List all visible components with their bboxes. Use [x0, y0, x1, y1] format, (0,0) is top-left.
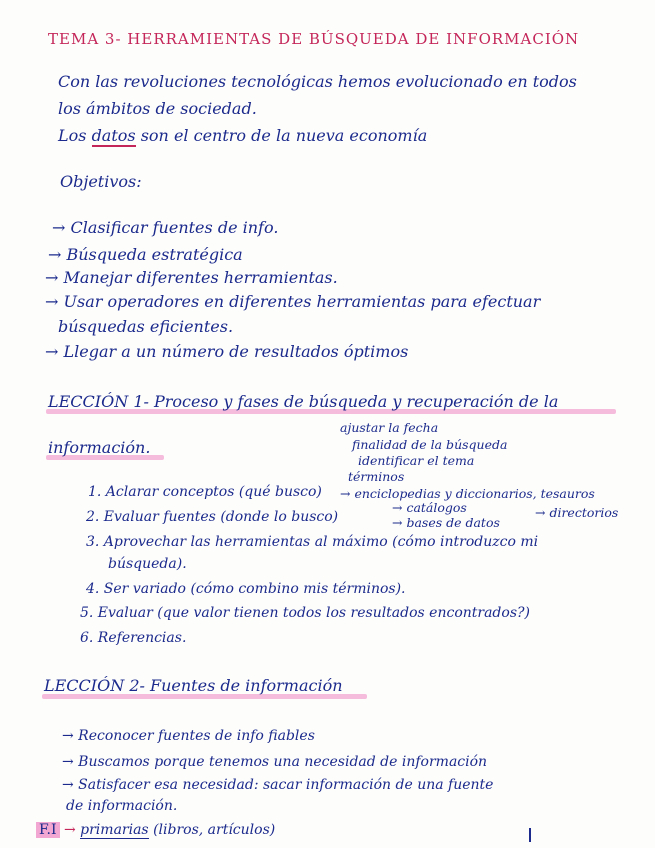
- leccion1-step: búsqueda).: [108, 556, 187, 572]
- step1-note: → enciclopedias y diccionarios, tesauros: [340, 486, 595, 501]
- intro-line-3: [58, 126, 427, 145]
- leccion1-note: finalidad de la búsqueda: [352, 437, 508, 452]
- fi-label: F.I: [36, 822, 60, 838]
- objetivo-item: → Clasificar fuentes de info.: [52, 218, 279, 237]
- leccion2-item: de información.: [66, 798, 178, 814]
- fi-arrow: →: [63, 822, 76, 838]
- page-title: TEMA 3- HERRAMIENTAS DE BÚSQUEDA DE INFORMACIÓN: [48, 30, 580, 48]
- leccion1-note: términos: [348, 469, 405, 484]
- step2-note: → catálogos: [392, 500, 467, 515]
- datos-underlined: datos: [91, 126, 136, 145]
- fi-line: [36, 822, 275, 838]
- intro-line-1: Con las revoluciones tecnológicas hemos evolucionado en todos: [58, 72, 577, 91]
- objetivo-item: → Llegar a un número de resultados óptimos: [45, 342, 409, 361]
- step2-extra: → directorios: [535, 505, 619, 520]
- step2-note: → bases de datos: [392, 515, 500, 530]
- objetivo-item: → Usar operadores en diferentes herramientas para efectuar: [45, 292, 541, 311]
- intro-line-3-prefix: Los: [58, 126, 92, 145]
- leccion1-step: 2. Evaluar fuentes (donde lo busco): [86, 509, 339, 525]
- leccion1-heading: LECCIÓN 1- Proceso y fases de búsqueda y recuperación de la: [48, 392, 559, 411]
- intro-line-2: los ámbitos de sociedad.: [58, 99, 257, 118]
- leccion2-item: → Buscamos porque tenemos una necesidad de información: [62, 754, 488, 770]
- objetivo-item: → Búsqueda estratégica: [48, 245, 243, 264]
- leccion2-heading: LECCIÓN 2- Fuentes de información: [44, 676, 343, 695]
- leccion1-step: 5. Evaluar (que valor tienen todos los resultados encontrados?): [80, 605, 530, 621]
- objetivos-heading: Objetivos:: [60, 172, 142, 191]
- leccion1-note: ajustar la fecha: [340, 420, 439, 435]
- fi-primarias: primarias: [80, 822, 149, 838]
- intro-line-3-suffix: son el centro de la nueva economía: [135, 126, 428, 145]
- leccion2-item: → Reconocer fuentes de info fiables: [62, 728, 315, 744]
- leccion2-item: → Satisfacer esa necesidad: sacar información de una fuente: [62, 777, 494, 793]
- leccion1-heading-2: información.: [48, 438, 151, 457]
- leccion1-step: 6. Referencias.: [80, 630, 187, 646]
- leccion1-note: identificar el tema: [358, 453, 475, 468]
- fi-rest: (libros, artículos): [148, 822, 276, 838]
- objetivo-item: búsquedas eficientes.: [58, 317, 234, 336]
- leccion1-step: 4. Ser variado (cómo combino mis términos).: [86, 581, 406, 597]
- objetivo-item: → Manejar diferentes herramientas.: [45, 268, 338, 287]
- pen-mark: [529, 828, 531, 842]
- leccion1-step: 1. Aclarar conceptos (qué busco): [88, 484, 322, 500]
- leccion1-step: 3. Aprovechar las herramientas al máximo (cómo introduzco mi: [86, 534, 539, 550]
